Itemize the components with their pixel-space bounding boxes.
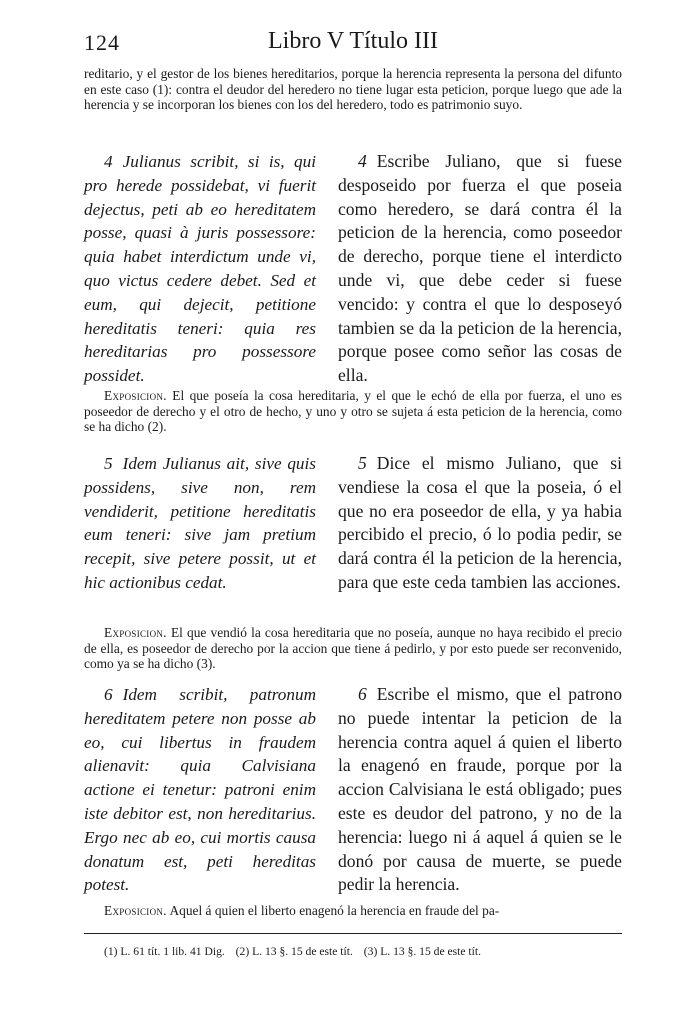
- section-number: 5: [358, 453, 367, 473]
- spanish-text: Dice el mismo Juliano, que si vendiese la cosa el que la poseia, ó el que no era poseedor de ella, y ya habia percibido el precio, ó lo podia pedir, se dará contra él la peticion de la herencia, para que este ceda tambien las acciones.: [338, 453, 622, 592]
- intro-paragraph: reditario, y el gestor de los bienes hereditarios, porque la herencia representa la persona del difunto en este caso (1): contra el deudor del heredero no tiene lugar esta peticion, porque luego que ade la herencia y se incorporan los bienes con los del heredero, todo es patrimonio suyo.: [84, 66, 622, 113]
- exposicion-label: Exposicion.: [104, 903, 167, 918]
- section-number: 5: [104, 454, 113, 473]
- exposicion-text: El que vendió la cosa hereditaria que no poseía, aunque no haya recibido el precio de ella, es poseedor de derecho por la accion que tiene á pedirlo, y por esto puede ser reconvenido, como ya se ha dicho (3).: [84, 625, 622, 672]
- latin-text: Idem scribit, patronum hereditatem petere non posse ab eo, cui libertus in fraudem alienavit: quia Calvisiana actione ei tenetur: patroni enim iste debitor est, non hereditarius. Ergo nec ab eo, cui mortis causa donatum est, peti hereditas potest.: [84, 685, 316, 895]
- section-6: [84, 683, 622, 895]
- exposicion-6: [84, 903, 622, 919]
- exposicion-label: Exposicion.: [104, 625, 167, 640]
- latin-column: [84, 150, 316, 388]
- section-5: [84, 452, 622, 612]
- exposicion-5: [84, 625, 622, 672]
- spanish-text: Escribe Juliano, que si fuese desposeido por fuerza el que poseia como heredero, se dará contra él la peticion de la herencia, como poseedor de derecho, porque tiene el interdicto unde vi, que debe ceder si fuese vencido: y contra el que lo desposeyó tambien se da la peticion de la herencia, porque posee como señor las cosas de ella.: [338, 151, 622, 386]
- latin-column: [84, 452, 316, 595]
- footnotes: [84, 944, 622, 960]
- latin-column: [84, 683, 316, 897]
- spanish-column: [338, 452, 622, 595]
- exposicion-4: [84, 388, 622, 435]
- latin-text: Julianus scribit, si is, qui pro herede possidebat, vi fuerit dejectus, peti ab eo hereditatem posse, quasi à juris possessore: quia habet interdictum unde vi, quo victus cedere debet. Sed et eum, qui dejecit, petitione hereditatis teneri: quia res hereditarias pro possessore possidet.: [84, 152, 316, 386]
- footnote-rule: [84, 933, 622, 934]
- section-number: 6: [358, 684, 367, 704]
- section-number: 4: [358, 151, 367, 171]
- exposicion-label: Exposicion.: [104, 388, 167, 403]
- latin-text: Idem Julianus ait, sive quis possidens, sive non, rem vendiderit, petitione hereditatis eum teneri: sive jam pretium recepit, sive petere possit, ut et hic actionibus cedat.: [84, 454, 316, 592]
- page-header: [84, 30, 622, 60]
- page-number: 124: [84, 30, 120, 55]
- footnote: (2) L. 13 §. 15 de este tít.: [235, 945, 353, 958]
- footnote: (1) L. 61 tít. 1 lib. 41 Dig.: [104, 945, 225, 958]
- exposicion-text: El que poseía la cosa hereditaria, y el que le echó de ella por fuerza, el uno es poseedor de derecho y el otro de hecho, y uno y otro se sujeta á esta peticion de la herencia, como se ha dicho (2).: [84, 388, 622, 435]
- section-number: 6: [104, 685, 113, 704]
- spanish-column: [338, 683, 622, 897]
- spanish-text: Escribe el mismo, que el patrono no puede intentar la peticion de la herencia contra aquel á quien el liberto la enagenó en fraude, porque por la accion Calvisiana le está obligado; pues este es deudor del patrono, y no de la herencia: luego ni á aquel á quien se le donó por causa de muerte, se puede pedir la herencia.: [338, 684, 622, 895]
- section-4: [84, 150, 622, 386]
- spanish-column: [338, 150, 622, 388]
- exposicion-text: Aquel á quien el liberto enagenó la herencia en fraude del pa-: [169, 903, 500, 918]
- running-title: Libro V Título III: [268, 28, 438, 54]
- footnote: (3) L. 13 §. 15 de este tít.: [363, 945, 481, 958]
- section-number: 4: [104, 152, 113, 171]
